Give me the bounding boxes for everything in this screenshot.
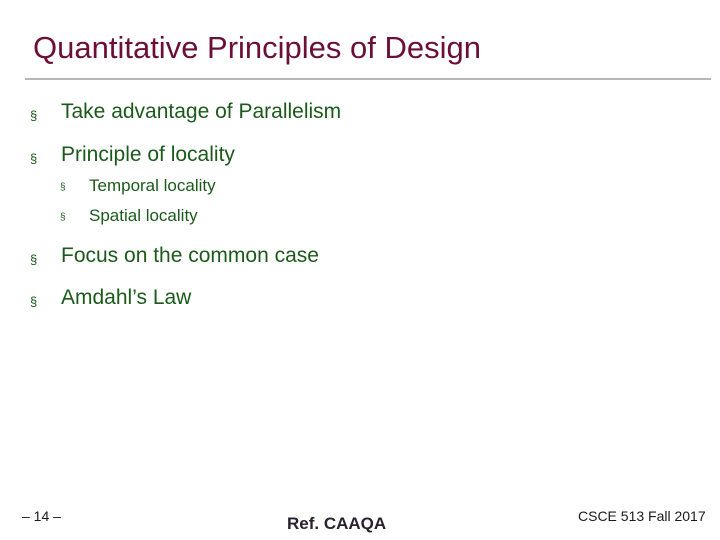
bullet-common-case [30, 244, 319, 268]
sub-bullet-marker-icon: § [60, 212, 66, 223]
title-divider [25, 78, 711, 80]
bullet-marker-icon: § [30, 108, 38, 123]
slide-title: Quantitative Principles of Design [33, 30, 482, 65]
sub-bullet-spatial-locality [60, 206, 198, 226]
bullet-text: Take advantage of Parallelism [61, 100, 342, 123]
page-number: – 14 – [22, 508, 61, 524]
sub-bullet-marker-icon: § [60, 182, 66, 193]
bullet-parallelism [30, 100, 341, 124]
course-label: CSCE 513 Fall 2017 [578, 508, 706, 524]
bullet-amdahls-law [30, 286, 191, 310]
bullet-marker-icon: § [30, 151, 38, 166]
sub-bullet-temporal-locality [60, 176, 216, 196]
sub-bullet-text: Temporal locality [89, 176, 216, 195]
bullet-text: Principle of locality [61, 143, 235, 166]
bullet-locality [30, 143, 235, 167]
bullet-marker-icon: § [30, 294, 38, 309]
sub-bullet-text: Spatial locality [89, 206, 198, 225]
bullet-marker-icon: § [30, 252, 38, 267]
reference-label: Ref. CAAQA [287, 514, 387, 533]
bullet-text: Amdahl’s Law [61, 286, 192, 309]
bullet-text: Focus on the common case [61, 244, 319, 267]
